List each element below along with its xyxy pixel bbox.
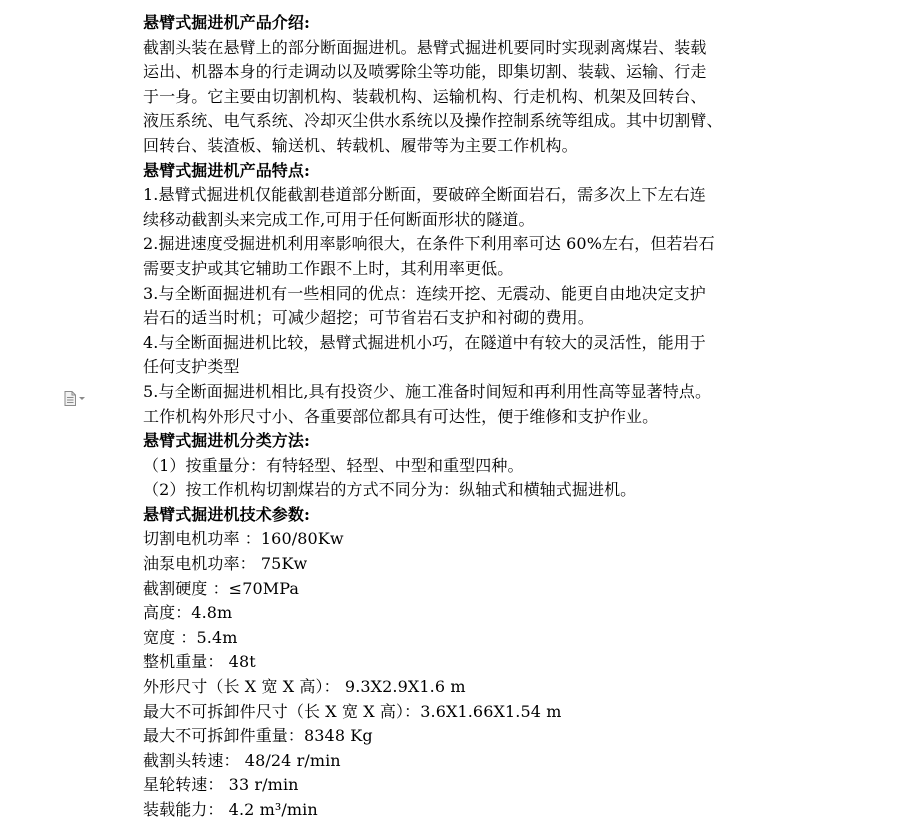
text-line: 宽度 ：5.4m [143,627,238,647]
text-line: 截割头装在悬臂上的部分断面掘进机。悬臂式掘进机要同时实现剥离煤岩、装载 [143,37,707,57]
text-line: 1.悬臂式掘进机仅能截割巷道部分断面，要破碎全断面岩石，需多次上下左右连 [143,185,706,205]
section-heading: 悬臂式掘进机技术参数: [143,504,311,524]
text-line: 油泵电机功率： 75Kw [143,554,308,574]
text-line: 液压系统、电气系统、冷却灭尘供水系统以及操作控制系统等组成。其中切割臂、 [143,111,723,131]
text-line: 5.与全断面掘进机相比,具有投资少、施工准备时间短和再利用性高等显著特点。 [143,381,712,401]
text-line: 外形尺寸（长 X 宽 X 高）： 9.3X2.9X1.6 m [143,677,466,697]
text-line: 于一身。它主要由切割机构、装载机构、运输机构、行走机构、机架及回转台、 [143,86,707,106]
text-line: 4.与全断面掘进机比较，悬臂式掘进机小巧，在隧道中有较大的灵活性，能用于 [143,332,706,352]
text-line: 工作机构外形尺寸小、各重要部位都具有可达性，便于维修和支护作业。 [143,406,659,426]
text-line: 需要支护或其它辅助工作跟不上时，其利用率更低。 [143,258,514,278]
text-line: 最大不可拆卸件重量：8348 Kg [143,726,373,746]
text-line: 2.掘进速度受掘进机利用率影响很大，在条件下利用率可达 60%左右，但若岩石 [143,234,715,254]
document-icon [64,391,76,406]
text-line: （2）按工作机构切割煤岩的方式不同分为：纵轴式和横轴式掘进机。 [143,480,637,500]
text-line: 最大不可拆卸件尺寸（长 X 宽 X 高）：3.6X1.66X1.54 m [143,701,562,721]
text-line: 高度：4.8m [143,603,233,623]
text-line: （1）按重量分：有特轻型、轻型、中型和重型四种。 [143,455,524,475]
text-line: 续移动截割头来完成工作,可用于任何断面形状的隧道。 [143,209,535,229]
document-body [143,11,843,823]
chevron-down-icon [79,397,85,400]
text-line: 岩石的适当时机；可减少超挖；可节省岩石支护和衬砌的费用。 [143,308,594,328]
section-heading: 悬臂式掘进机产品介绍: [143,13,311,32]
text-line: 切割电机功率 ：160/80Kw [143,529,344,549]
text-line: 运出、机器本身的行走调动以及喷雾除尘等功能，即集切割、装载、运输、行走 [143,62,707,82]
text-line: 任何支护类型 [143,357,240,377]
text-line: 回转台、装渣板、输送机、转载机、履带等为主要工作机构。 [143,135,578,155]
text-line: 3.与全断面掘进机有一些相同的优点：连续开挖、无震动、能更自由地决定支护 [143,283,706,303]
text-line: 装载能力： 4.2 m³/min [143,800,318,819]
text-line: 截割头转速： 48/24 r/min [143,750,341,770]
section-heading: 悬臂式掘进机分类方法: [143,431,311,451]
text-line: 星轮转速： 33 r/min [143,775,299,795]
text-line: 截割硬度 ：≤70MPa [143,578,300,598]
text-line: 整机重量： 48t [143,652,256,672]
section-heading: 悬臂式掘进机产品特点: [143,160,311,180]
paragraph-options-button[interactable] [64,390,94,406]
